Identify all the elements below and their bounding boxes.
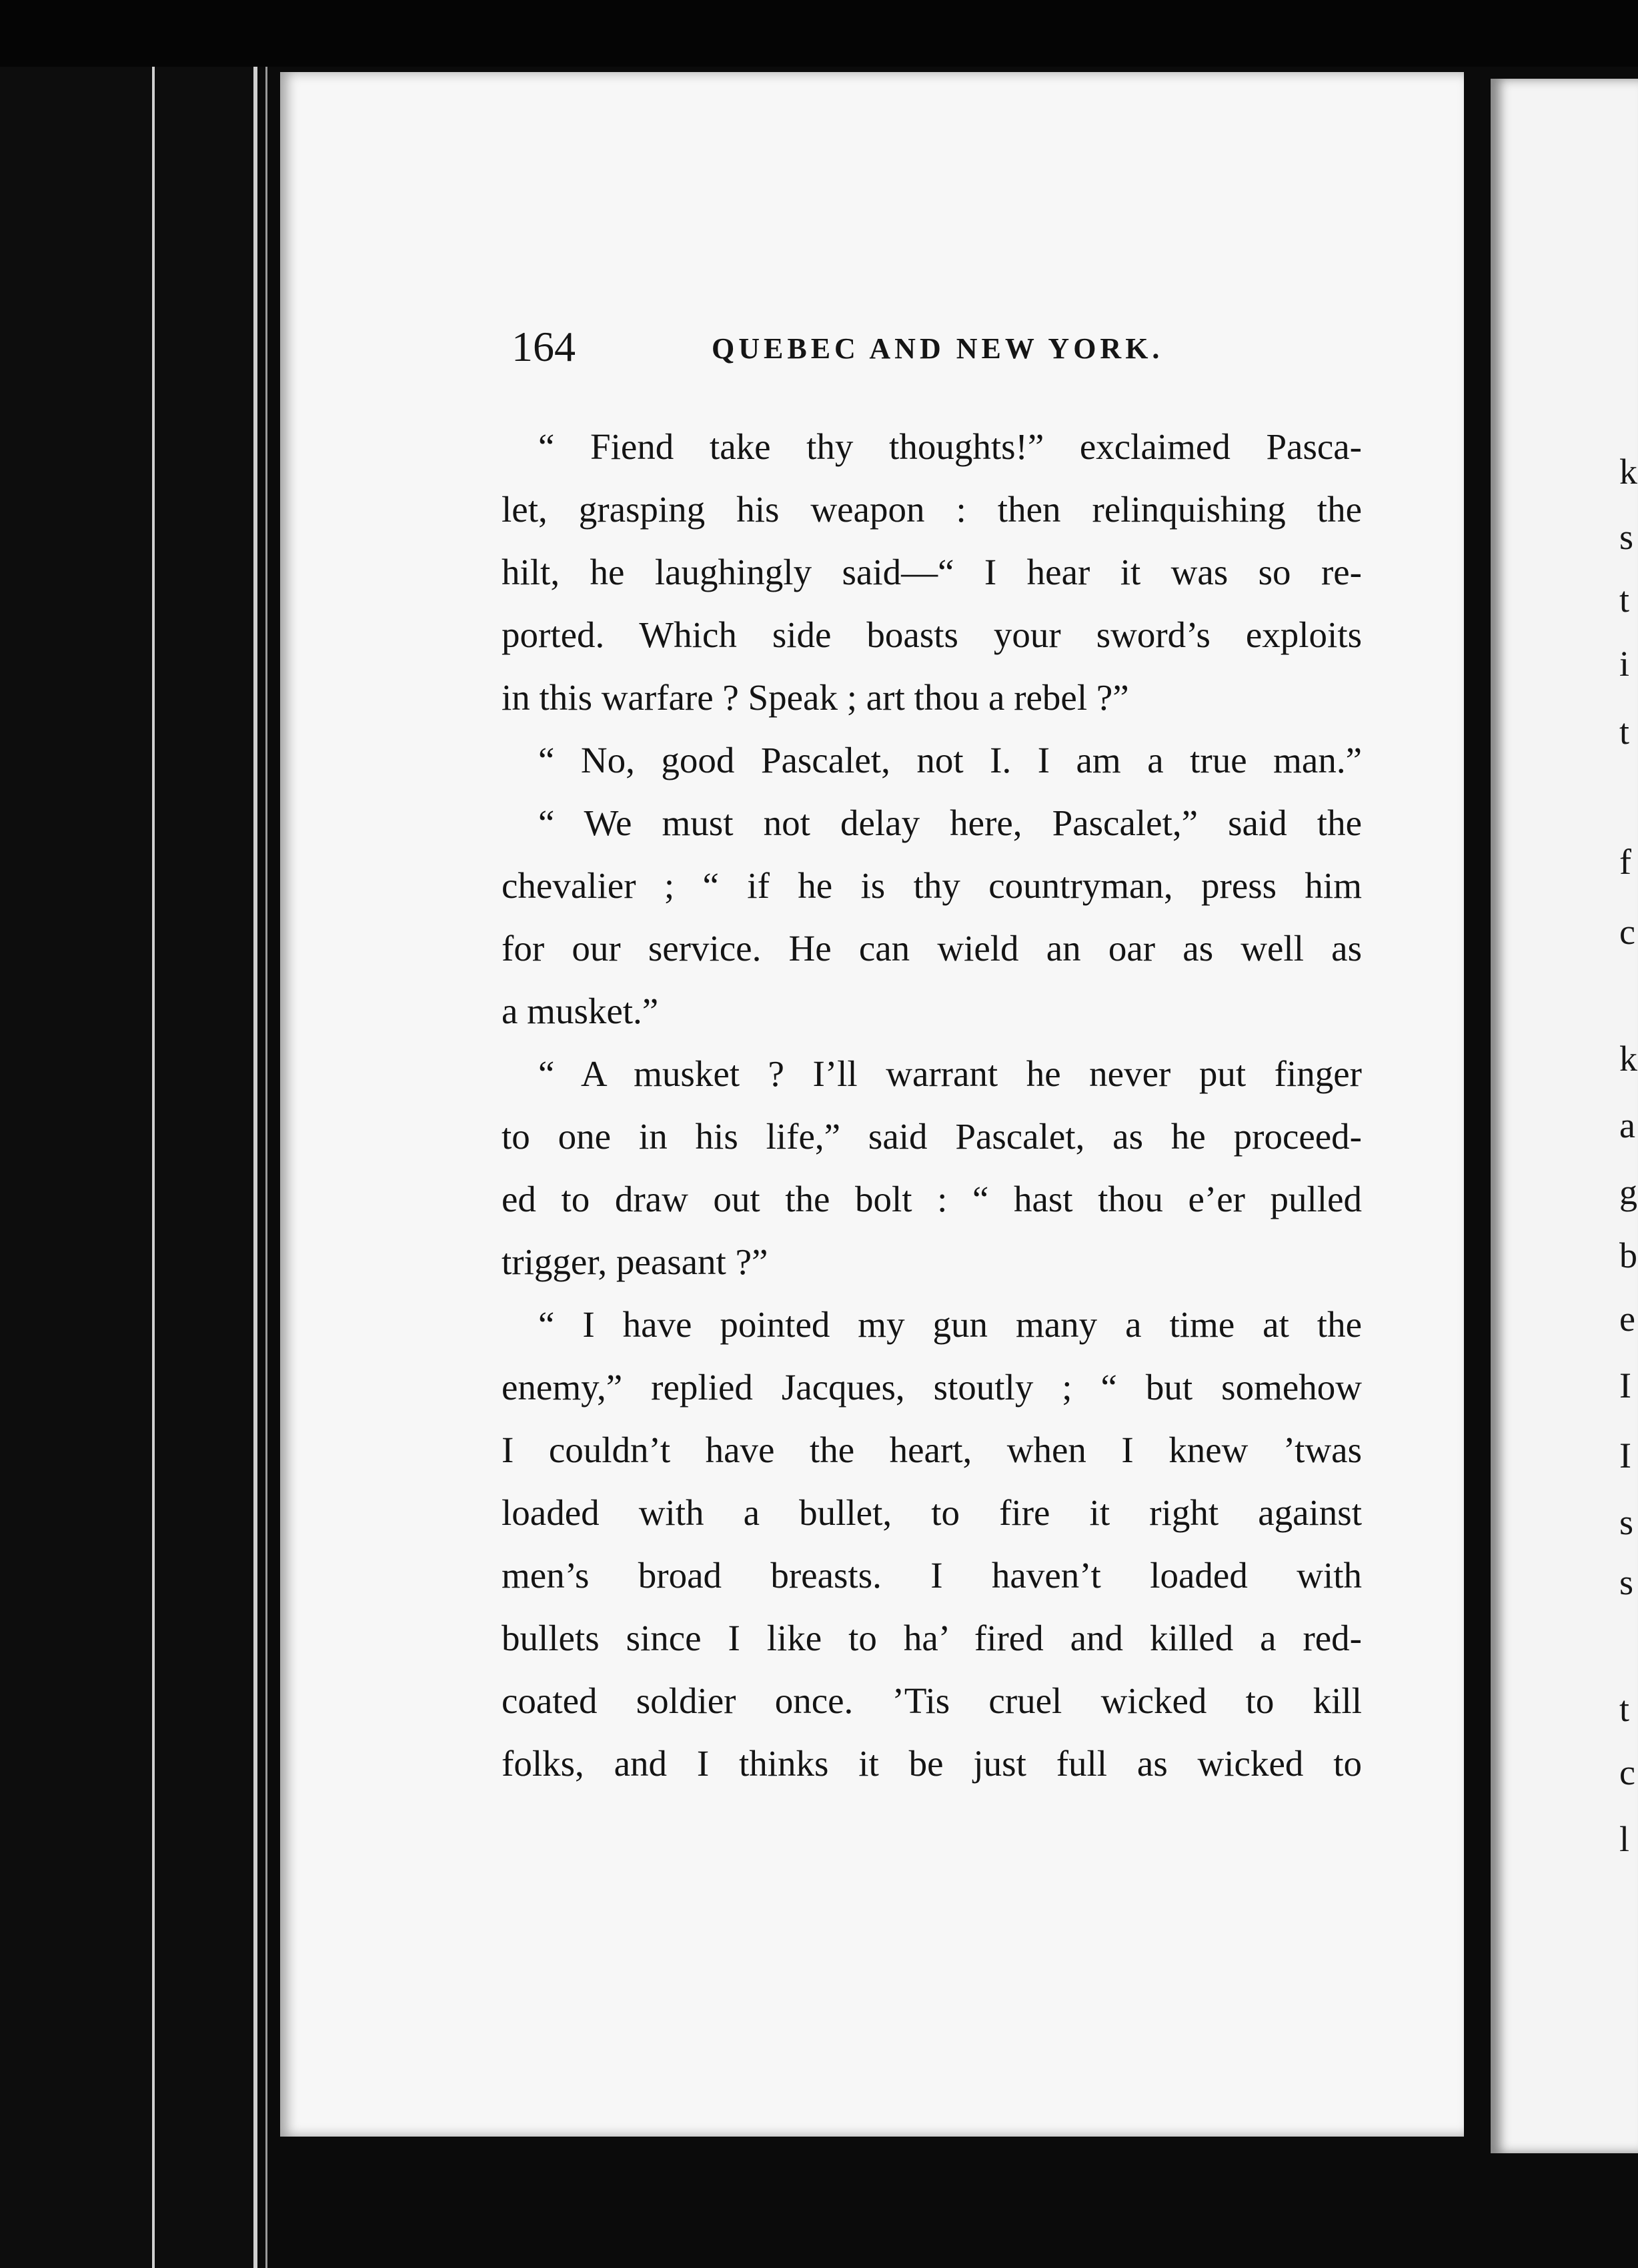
facing-page-letter: I	[1619, 1365, 1631, 1405]
page-edge-line	[265, 67, 267, 2268]
text-line: “ I have pointed my gun many a time at the	[538, 1304, 1362, 1345]
facing-page-letter: g	[1619, 1172, 1637, 1212]
text-line: to one in his life,” said Pascalet, as he proceed-	[502, 1116, 1362, 1157]
facing-page-letter: b	[1619, 1235, 1637, 1275]
facing-page-letter: i	[1619, 644, 1630, 684]
facing-page-letter: c	[1619, 912, 1635, 952]
text-line: in this warfare ? Speak ; art thou a rebel ?”	[502, 677, 1129, 718]
text-line: hilt, he laughingly said—“ I hear it was so re-	[502, 552, 1362, 592]
text-line: “ No, good Pascalet, not I. I am a true man.”	[538, 740, 1362, 780]
text-line: chevalier ; “ if he is thy countryman, press him	[502, 865, 1362, 906]
text-line: for our service. He can wield an oar as well as	[502, 928, 1362, 969]
text-line: trigger, peasant ?”	[502, 1241, 768, 1282]
facing-page-letter: s	[1619, 1502, 1634, 1542]
facing-page-letter: a	[1619, 1105, 1635, 1145]
facing-page-letter: I	[1619, 1436, 1631, 1476]
facing-page-letter: k	[1619, 452, 1637, 492]
text-line: men’s broad breasts. I haven’t loaded with	[502, 1555, 1362, 1596]
text-line: let, grasping his weapon : then relinquishing the	[502, 489, 1362, 530]
facing-page-letter: e	[1619, 1299, 1635, 1339]
facing-page-letter: s	[1619, 1562, 1634, 1602]
book-binding	[0, 67, 253, 2268]
text-line: I couldn’t have the heart, when I knew ’twas	[502, 1430, 1362, 1470]
page-edge-line	[253, 67, 257, 2268]
running-title: QUEBEC AND NEW YORK.	[712, 332, 1164, 365]
text-line: ported. Which side boasts your sword’s exploits	[502, 614, 1362, 655]
text-line: “ A musket ? I’ll warrant he never put finger	[538, 1053, 1362, 1094]
facing-page-letter: s	[1619, 517, 1634, 557]
book-page	[280, 72, 1464, 2137]
text-line: ed to draw out the bolt : “ hast thou e’er pulled	[502, 1179, 1362, 1219]
facing-page-letter: c	[1619, 1752, 1635, 1792]
text-line: enemy,” replied Jacques, stoutly ; “ but somehow	[502, 1367, 1362, 1407]
text-line: bullets since I like to ha’ fired and killed a red-	[502, 1618, 1362, 1658]
text-line: a musket.”	[502, 991, 659, 1031]
facing-page-letter: k	[1619, 1039, 1637, 1079]
facing-page-letter: t	[1619, 1689, 1630, 1729]
facing-page-letter: t	[1619, 712, 1630, 752]
facing-page-letter: l	[1619, 1819, 1630, 1859]
facing-page-letter: f	[1619, 842, 1631, 882]
page-header	[512, 322, 1259, 376]
text-line: coated soldier once. ’Tis cruel wicked to kill	[502, 1680, 1362, 1721]
page-edge-line	[152, 67, 155, 2268]
page-number: 164	[512, 323, 576, 370]
scan-top-border	[0, 0, 1638, 67]
text-line: “ Fiend take thy thoughts!” exclaimed Pasca-	[538, 426, 1362, 467]
facing-page-letter: t	[1619, 580, 1630, 620]
facing-page-strip	[1491, 79, 1638, 2153]
text-line: folks, and I thinks it be just full as wicked to	[502, 1743, 1362, 1784]
text-line: loaded with a bullet, to fire it right against	[502, 1492, 1362, 1533]
text-line: “ We must not delay here, Pascalet,” said the	[538, 802, 1362, 843]
